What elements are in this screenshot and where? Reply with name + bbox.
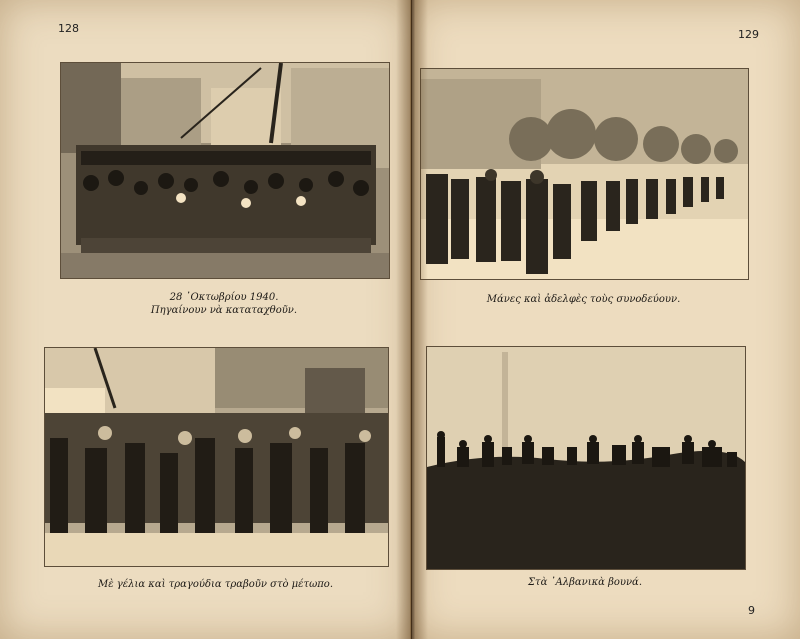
photo-albanian-mountains — [426, 346, 746, 570]
caption-mothers-sisters-text: Μάνες καὶ ἀδελφὲς τοὺς συνοδεύουν. — [486, 294, 681, 305]
caption-marching-street-text: Μὲ γέλια καὶ τραγούδια τραβοῦν στὸ μέτωπο. — [97, 579, 334, 590]
photo-tram-crowd — [60, 62, 390, 279]
signature-number: 9 — [748, 604, 755, 617]
page-number-left: 128 — [58, 22, 79, 35]
caption-albanian-mountains — [426, 576, 744, 589]
photo-marching-street-image — [45, 348, 388, 566]
page-number-right: 129 — [738, 28, 759, 41]
caption-marching-street — [44, 578, 387, 591]
photo-mothers-sisters-image — [421, 69, 748, 279]
book-gutter — [396, 0, 428, 639]
caption-tram-crowd — [60, 291, 388, 317]
caption-albanian-mountains-text: Στὰ ᾽Αλβανικὰ βουνά. — [527, 577, 642, 588]
caption-tram-crowd-line2: Πηγαίνουν νὰ καταταχθοῦν. — [150, 305, 298, 316]
photo-albanian-mountains-image — [427, 347, 745, 569]
caption-tram-crowd-line1: 28 ᾽Οκτωβρίου 1940. — [169, 292, 279, 303]
photo-tram-crowd-image — [61, 63, 389, 278]
caption-mothers-sisters — [420, 293, 747, 306]
photo-marching-street — [44, 347, 389, 567]
right-page — [412, 0, 800, 639]
photo-mothers-sisters — [420, 68, 749, 280]
